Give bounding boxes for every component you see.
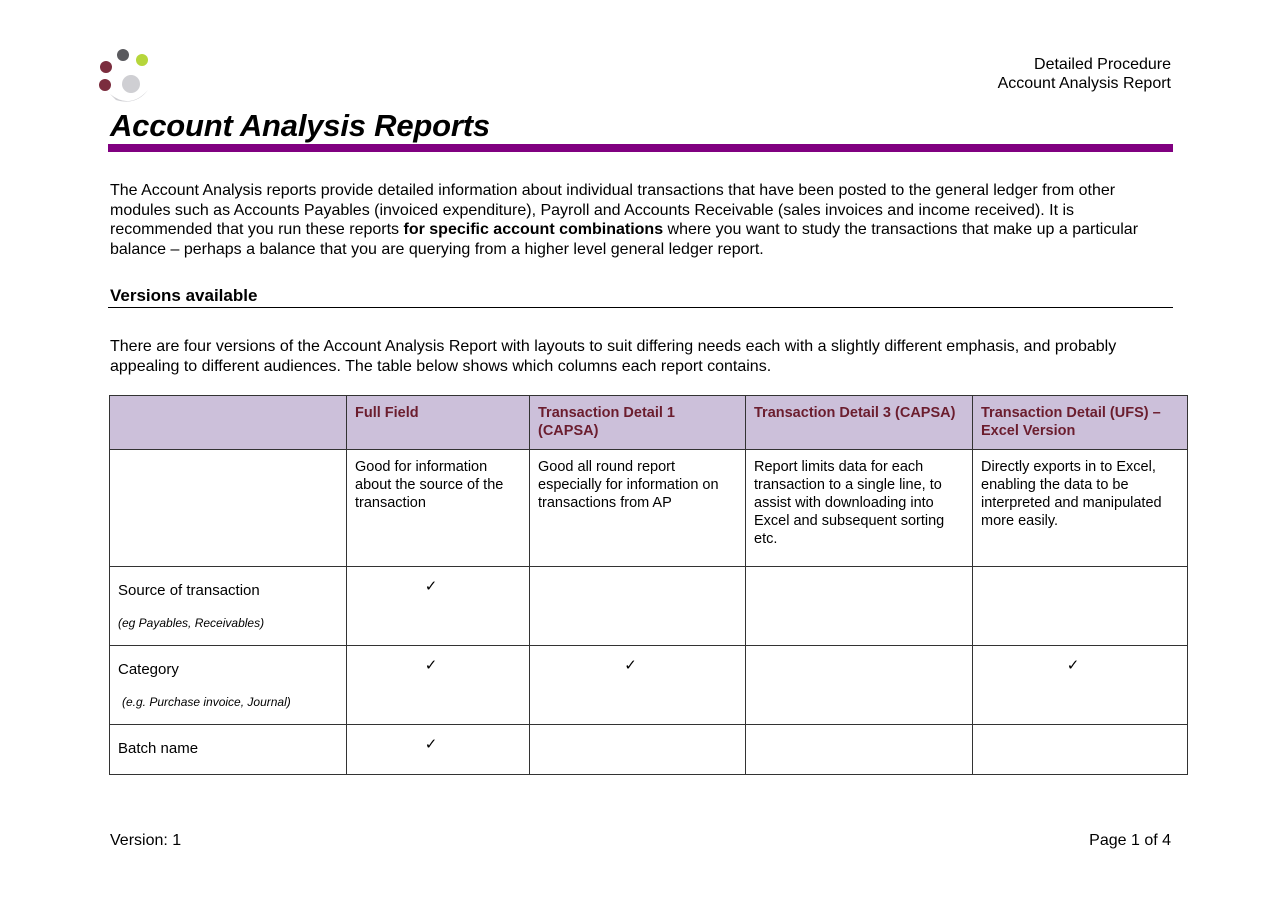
title-underline	[108, 144, 1173, 152]
feature-cell	[110, 646, 347, 725]
feature-name: Category	[118, 661, 179, 678]
page-title: Account Analysis Reports	[110, 108, 490, 143]
versions-heading-rule	[108, 307, 1173, 308]
feature-name: Source of transaction	[118, 582, 260, 599]
logo-dot-top	[117, 49, 129, 61]
intro-text-2: where you want to study the transactions that make up a particular balance – perhaps a balance that you are querying from a higher level general ledger report.	[110, 221, 1139, 258]
check-cell	[347, 646, 530, 725]
description-cell: Good for information about the source of the transaction	[347, 450, 530, 567]
checkmark-icon: ✓	[424, 736, 438, 753]
check-cell	[746, 646, 973, 725]
header-cell-full-field: Full Field	[347, 396, 530, 450]
logo-dot-left-bottom	[99, 79, 111, 91]
check-cell	[973, 646, 1188, 725]
header-cell-transaction-detail-3: Transaction Detail 3 (CAPSA)	[746, 396, 973, 450]
header-cell-transaction-detail-ufs: Transaction Detail (UFS) – Excel Version	[973, 396, 1188, 450]
header-cell-transaction-detail-1: Transaction Detail 1 (CAPSA)	[530, 396, 746, 450]
table-row	[110, 567, 1188, 646]
feature-example: (eg Payables, Receivables)	[118, 616, 265, 630]
logo-dot-center	[122, 75, 140, 93]
feature-example: (e.g. Purchase invoice, Journal)	[122, 695, 291, 709]
check-cell	[746, 725, 973, 775]
table-description-row	[110, 450, 1188, 567]
table-header-row	[110, 396, 1188, 450]
check-cell	[746, 567, 973, 646]
header-cell-blank	[110, 396, 347, 450]
organization-logo	[96, 46, 156, 108]
footer-page-number: Page 1 of 4	[1089, 832, 1171, 849]
checkmark-icon: ✓	[424, 657, 438, 674]
check-cell	[347, 567, 530, 646]
feature-cell	[110, 567, 347, 646]
check-cell	[530, 646, 746, 725]
table-row	[110, 725, 1188, 775]
intro-bold-text: for specific account combinations	[403, 221, 664, 238]
logo-dot-left-top	[100, 61, 112, 73]
check-cell	[973, 725, 1188, 775]
intro-text-1: The Account Analysis reports provide detailed information about individual transactions that have been posted to the general ledger from other modules such as Accounts Payables (invoiced expenditure), Payroll and Accounts Receivable (sales invoices and income received). It is recommended that you run these reports	[110, 182, 1116, 238]
footer-version: Version: 1	[110, 832, 182, 849]
checkmark-icon: ✓	[424, 578, 438, 595]
check-cell	[530, 725, 746, 775]
checkmark-icon: ✓	[624, 657, 637, 674]
check-cell	[530, 567, 746, 646]
versions-paragraph: There are four versions of the Account Analysis Report with layouts to suit differing needs each with a slightly different emphasis, and probably appealing to different audiences. The table below shows which columns each report contains.	[110, 338, 1117, 375]
intro-paragraph	[110, 181, 1175, 259]
description-cell: Directly exports in to Excel, enabling the data to be interpreted and manipulated more easily.	[973, 450, 1188, 567]
feature-name: Batch name	[118, 740, 199, 757]
logo-dot-green	[136, 54, 148, 66]
document-header	[998, 55, 1171, 93]
report-columns-table	[109, 395, 1188, 775]
feature-cell	[110, 725, 347, 775]
table-row	[110, 646, 1188, 725]
header-procedure: Detailed Procedure	[1034, 56, 1171, 73]
header-report-name: Account Analysis Report	[997, 75, 1171, 92]
check-cell	[347, 725, 530, 775]
description-cell: Good all round report especially for information on transactions from AP	[530, 450, 746, 567]
checkmark-icon: ✓	[1066, 657, 1080, 674]
description-cell: Report limits data for each transaction to a single line, to assist with downloading into Excel and subsequent sorting etc.	[746, 450, 973, 567]
check-cell	[973, 567, 1188, 646]
versions-heading: Versions available	[110, 286, 258, 305]
description-cell-blank	[110, 450, 347, 567]
